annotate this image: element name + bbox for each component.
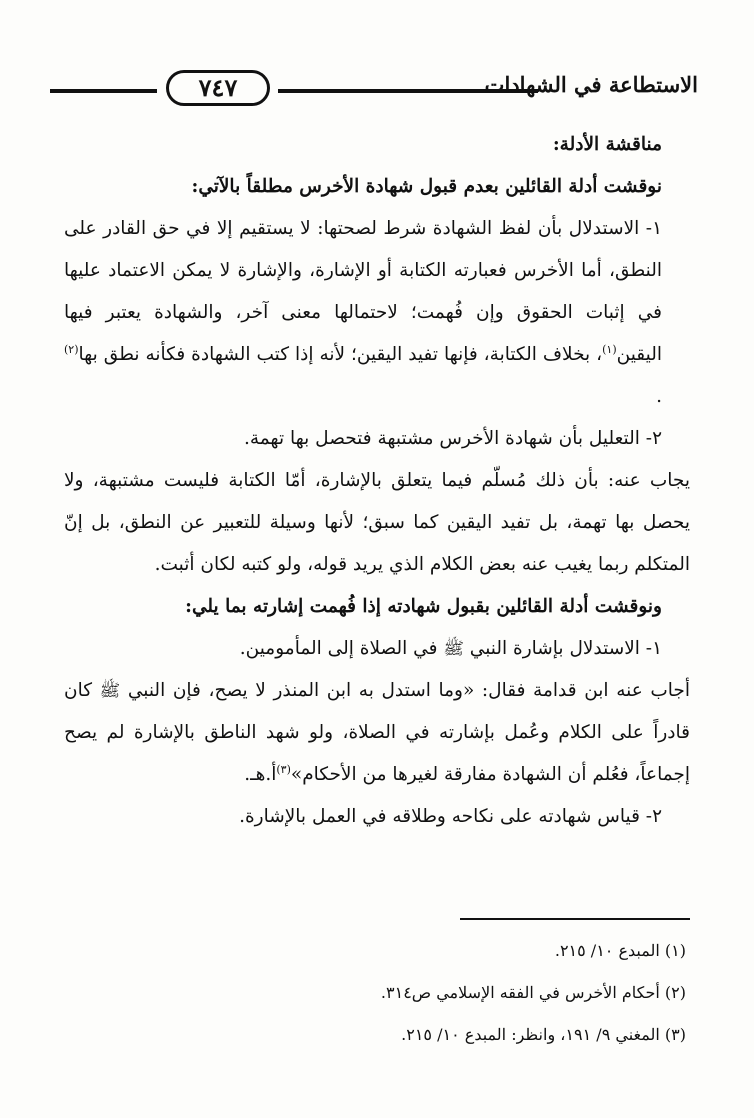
footnote-2: (٢) أحكام الأخرس في الفقه الإسلامي ص٣١٤. bbox=[380, 983, 686, 1002]
footnote-separator bbox=[460, 918, 690, 920]
page-number: ٧٤٧ bbox=[166, 70, 270, 106]
point-1-text-b: ، بخلاف الكتابة، فإنها تفيد اليقين؛ لأنه إذا كتب الشهادة فكأنه نطق بها bbox=[78, 344, 603, 365]
answer-2-paragraph bbox=[64, 670, 690, 796]
honorific-glyph: ﷺ bbox=[99, 681, 121, 701]
answer-1-paragraph: يجاب عنه: بأن ذلك مُسلّم فيما يتعلق بالإشارة، أمّا الكتابة فليست مشتبهة، ولا يحصل بها تهمة، بل تفيد اليقين كما سبق؛ لأنها وسيلة للتعبير عن النطق، بل إنّ المتكلم ربما يغيب عنه بعض الكلام الذي يريد قوله، ولو كتبه لكان أثبت. bbox=[64, 470, 690, 575]
answer-2-text-c: أ.هـ. bbox=[244, 764, 277, 785]
point-1-paragraph bbox=[64, 208, 690, 418]
point-3-text-b: في الصلاة إلى المأمومين. bbox=[239, 638, 444, 659]
point-1-text-a: ١- الاستدلال بأن لفظ الشهادة شرط لصحتها: لا يستقيم إلا في حق القادر على النطق، أما الأخرس فعبارته الكتابة أو الإشارة، والإشارة لا يمكن الاعتماد عليها في إثبات الحقوق وإن فُهمت؛ لاحتمالها معنى آخر، والشهادة يعتبر فيها اليقين bbox=[64, 218, 662, 365]
section-heading: مناقشة الأدلة: bbox=[552, 134, 662, 155]
point-1-text-c: . bbox=[656, 386, 662, 407]
answer-2-text-a: أجاب عنه ابن قدامة فقال: «وما استدل به ابن المنذر لا يصح، فإن النبي bbox=[120, 680, 690, 701]
header-rule-left bbox=[50, 89, 157, 93]
subheading-refutation-accepters: ونوقشت أدلة القائلين بقبول شهادته إذا فُهمت إشارته بما يلي: bbox=[185, 596, 662, 617]
point-4-paragraph: ٢- قياس شهادته على نكاحه وطلاقه في العمل بالإشارة. bbox=[239, 806, 662, 827]
running-title: الاستطاعة في الشهادات bbox=[484, 72, 698, 97]
main-text bbox=[64, 124, 690, 838]
running-header bbox=[50, 64, 698, 114]
footnote-1: (١) المبدع ١٠/ ٢١٥. bbox=[554, 941, 686, 960]
footnotes bbox=[64, 930, 690, 1056]
footnote-ref-2: (٢) bbox=[64, 342, 79, 356]
point-3-text-a: ١- الاستدلال بإشارة النبي bbox=[463, 638, 662, 659]
subheading-refutation-rejecters: نوقشت أدلة القائلين بعدم قبول شهادة الأخرس مطلقاً بالآتي: bbox=[191, 176, 662, 197]
footnote-ref-1: (١) bbox=[602, 342, 617, 356]
point-2-paragraph: ٢- التعليل بأن شهادة الأخرس مشتبهة فتحصل بها تهمة. bbox=[243, 428, 662, 449]
honorific-glyph: ﷺ bbox=[443, 639, 464, 659]
point-3-paragraph bbox=[64, 628, 690, 670]
footnote-ref-3: (٣) bbox=[276, 762, 291, 776]
answer-2-text-b: كان قادراً على الكلام وعُمل بإشارته في الصلاة، ولو شهد الناطق بالإشارة لم يصح إجماعاً، فعُلم أن الشهادة مفارقة لغيرها من الأحكام» bbox=[64, 680, 690, 785]
footnote-3: (٣) المغني ٩/ ١٩١، وانظر: المبدع ١٠/ ٢١٥. bbox=[401, 1025, 686, 1044]
